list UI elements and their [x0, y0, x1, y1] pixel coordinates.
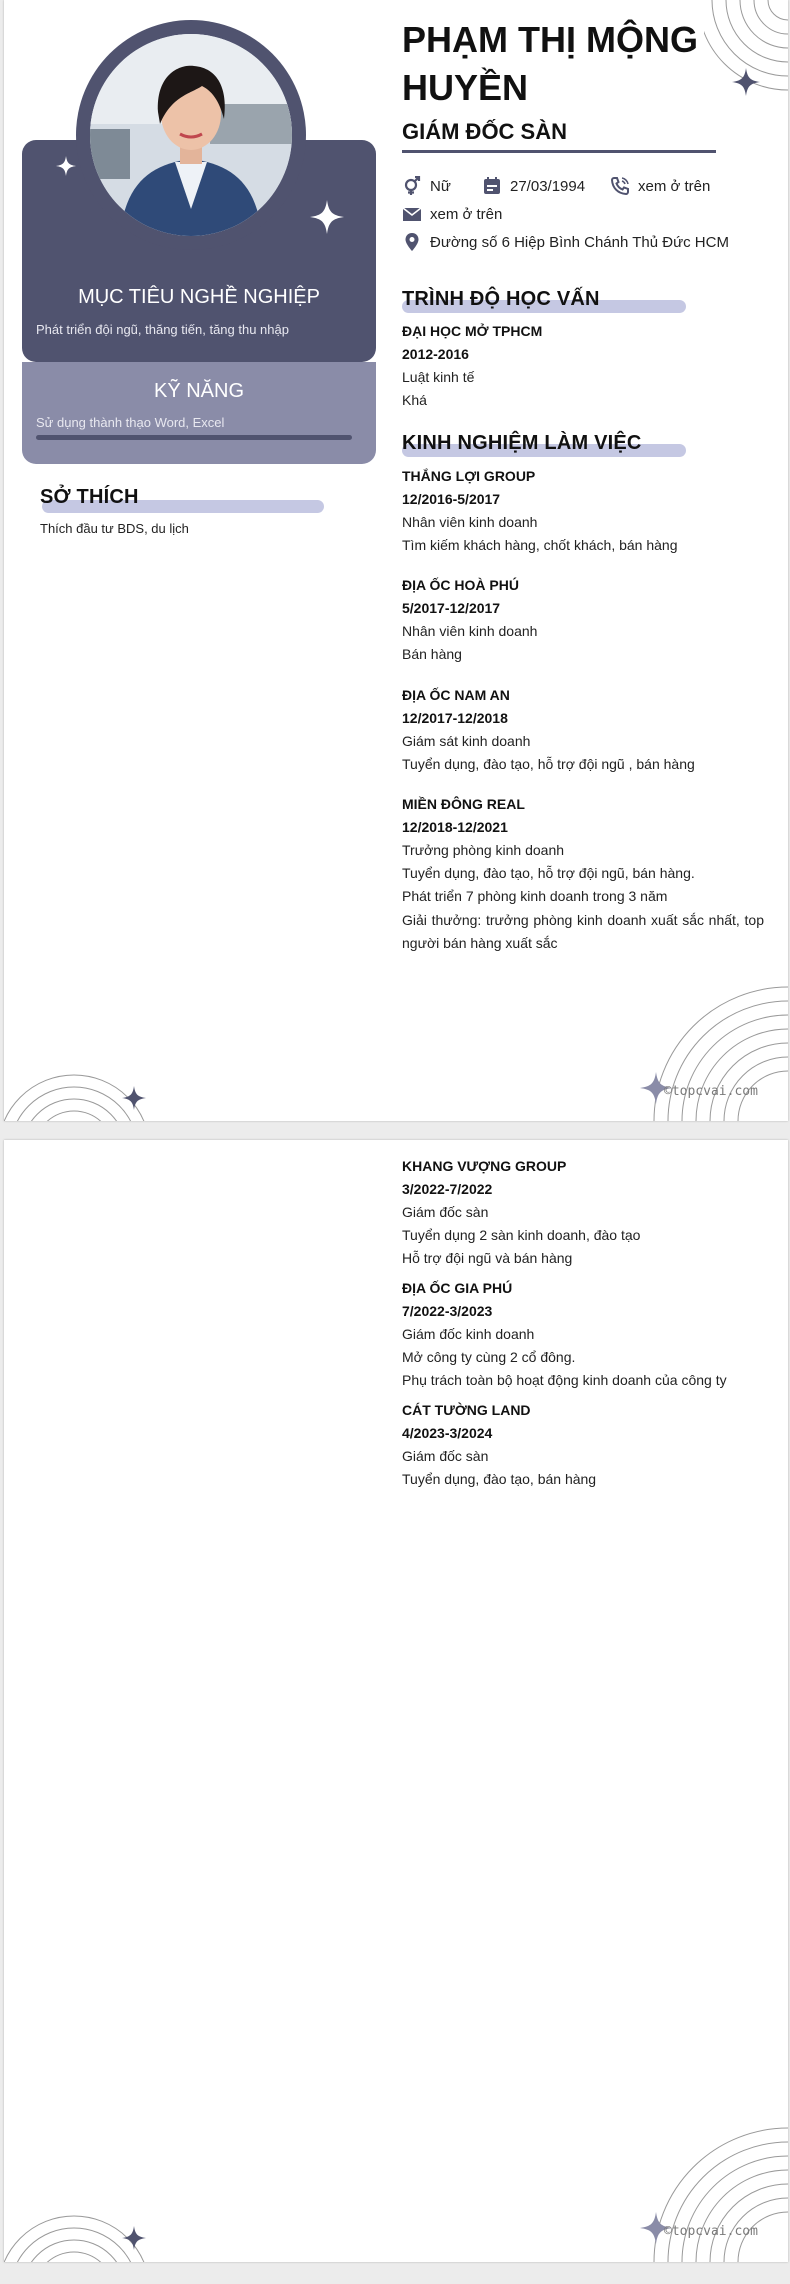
job-period: 12/2017-12/2018: [402, 710, 508, 726]
job-detail: Hỗ trợ đội ngũ và bán hàng: [402, 1250, 573, 1266]
watermark: ©topcvai.com: [664, 2224, 758, 2239]
skills-title: KỸ NĂNG: [153, 380, 245, 402]
skills-card: [22, 362, 376, 464]
job-period: 7/2022-3/2023: [402, 1303, 493, 1319]
watermark: ©topcvai.com: [664, 1084, 758, 1099]
education-period: 2012-2016: [402, 346, 469, 362]
education-title: TRÌNH ĐỘ HỌC VẤN: [402, 288, 600, 310]
gender-icon: [402, 176, 422, 196]
email-info: [402, 204, 502, 224]
job-period: 12/2016-5/2017: [402, 491, 501, 507]
birthdate-value: 27/03/1994: [510, 177, 586, 195]
gender-info: [402, 176, 451, 196]
experience-title: KINH NGHIỆM LÀM VIỆC: [402, 432, 642, 454]
address-value: Đường số 6 Hiệp Bình Chánh Thủ Đức HCM: [430, 233, 729, 251]
phone-info: [610, 176, 710, 196]
job-detail: Tuyển dụng 2 sàn kinh doanh, đào tạo: [402, 1227, 641, 1243]
job-detail: Phụ trách toàn bộ hoạt động kinh doanh của công ty: [402, 1372, 727, 1388]
job-company: ĐỊA ỐC HOÀ PHÚ: [402, 577, 519, 593]
phone-value[interactable]: xem ở trên: [638, 177, 711, 195]
job-detail: Giải thưởng: trưởng phòng kinh doanh xuất sắc nhất, top người bán hàng xuất sắc: [402, 912, 764, 951]
job-detail: Giám đốc sàn: [402, 1204, 489, 1220]
email-value[interactable]: xem ở trên: [430, 205, 503, 223]
job-detail: Nhân viên kinh doanh: [402, 623, 538, 639]
title-underline: [402, 150, 716, 153]
job-detail: Tuyển dụng, đào tạo, hỗ trợ đội ngũ , bán hàng: [402, 756, 695, 772]
job-detail: Trưởng phòng kinh doanh: [402, 842, 565, 858]
job-period: 12/2018-12/2021: [402, 819, 508, 835]
job-company: THẮNG LỢI GROUP: [402, 468, 536, 484]
candidate-title: GIÁM ĐỐC SÀN: [402, 119, 567, 144]
location-icon: [402, 232, 422, 252]
job-period: 4/2023-3/2024: [402, 1425, 493, 1441]
job-company: ĐỊA ỐC NAM AN: [402, 687, 510, 703]
resume-page-1: [4, 0, 788, 1121]
education-grade: Khá: [402, 392, 427, 408]
sparkle-icon: [122, 1086, 146, 1110]
job-period: 5/2017-12/2017: [402, 600, 501, 616]
job-detail: Nhân viên kinh doanh: [402, 514, 538, 530]
candidate-name: PHẠM THỊ MỘNG HUYỀN: [402, 19, 698, 108]
skills-text: Sử dụng thành thạo Word, Excel: [36, 415, 225, 430]
education-school: ĐẠI HỌC MỞ TPHCM: [402, 323, 543, 339]
sparkle-icon: [56, 156, 76, 176]
resume-page-2: [4, 1140, 788, 2262]
gender-value: Nữ: [430, 177, 451, 195]
address-info: [402, 232, 729, 252]
objective-text: Phát triển đội ngũ, thăng tiến, tăng thu nhập: [36, 322, 289, 337]
job-detail: Mở công ty cùng 2 cổ đông.: [402, 1349, 576, 1365]
job-detail: Tìm kiếm khách hàng, chốt khách, bán hàng: [402, 537, 678, 553]
calendar-icon: [482, 176, 502, 196]
email-icon: [402, 204, 422, 224]
job-company: MIỀN ĐÔNG REAL: [402, 796, 525, 812]
job-detail: Tuyển dụng, đào tạo, bán hàng: [402, 1471, 597, 1487]
job-detail: Giám đốc sàn: [402, 1448, 489, 1464]
job-detail: Bán hàng: [402, 646, 462, 662]
job-period: 3/2022-7/2022: [402, 1181, 493, 1197]
birthdate-info: [482, 176, 585, 196]
job-detail: Giám đốc kinh doanh: [402, 1326, 535, 1342]
avatar: [90, 34, 292, 236]
sparkle-icon: [310, 200, 344, 234]
skill-level-bar: [36, 435, 352, 440]
objective-title: MỤC TIÊU NGHỀ NGHIỆP: [78, 286, 320, 308]
job-company: KHANG VƯỢNG GROUP: [402, 1158, 567, 1174]
hobbies-title: SỞ THÍCH: [40, 486, 139, 508]
job-detail: Tuyển dụng, đào tạo, hỗ trợ đội ngũ, bán hàng.: [402, 865, 695, 881]
education-major: Luật kinh tế: [402, 369, 475, 385]
job-detail: Giám sát kinh doanh: [402, 733, 531, 749]
job-detail: Phát triển 7 phòng kinh doanh trong 3 năm: [402, 888, 668, 904]
phone-icon: [610, 176, 630, 196]
sparkle-icon: [122, 2226, 146, 2250]
job-company: CÁT TƯỜNG LAND: [402, 1402, 531, 1418]
hobbies-text: Thích đầu tư BDS, du lịch: [40, 521, 189, 536]
job-company: ĐỊA ỐC GIA PHÚ: [402, 1280, 513, 1296]
